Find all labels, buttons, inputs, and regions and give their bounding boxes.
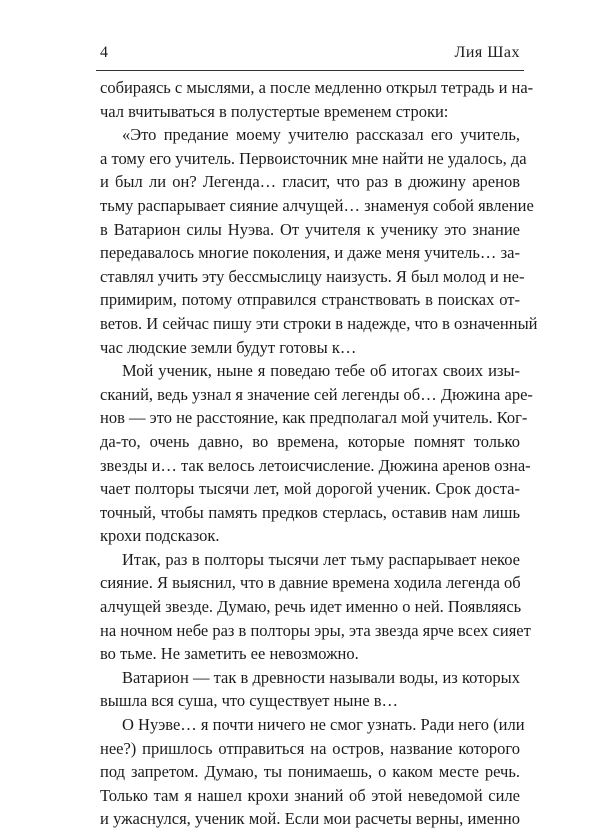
text-line: под запретом. Думаю, ты понимаешь, о каком месте речь. bbox=[100, 762, 520, 782]
text-line: звезды и… так велось летоисчисление. Дюжина аренов озна- bbox=[100, 455, 531, 475]
text-line: нее?) пришлось отправиться на остров, название которого bbox=[100, 738, 520, 758]
text-line: Итак, раз в полторы тысячи лет тьму распарывает некое bbox=[122, 549, 520, 569]
text-line: на ночном небе раз в полторы эры, эта звезда ярче всех сияет bbox=[100, 620, 531, 640]
text-line: да-то, очень давно, во времена, которые помнят только bbox=[100, 431, 520, 451]
text-line: О Нуэве… я почти ничего не смог узнать. Ради него (или bbox=[122, 715, 525, 735]
text-line: собираясь с мыслями, а после медленно открыл тетрадь и на- bbox=[100, 78, 534, 97]
text-line: чает полторы тысячи лет, мой дорогой ученик. Срок доста- bbox=[100, 479, 520, 499]
header-rule bbox=[96, 70, 524, 71]
page-number: 4 bbox=[100, 44, 108, 61]
text-line: во тьме. Не заметить ее невозможно. bbox=[100, 644, 359, 664]
text-line: ставлял учить эту бессмыслицу наизусть. Я был молод и не- bbox=[100, 266, 525, 286]
text-line: нов — это не расстояние, как предполагал мой учитель. Ког- bbox=[100, 408, 528, 428]
text-line: сканий, ведь узнал я значение сей легенды об… Дюжина аре- bbox=[100, 384, 533, 404]
text-line: Ватарион — так в древности называли воды, из которых bbox=[122, 667, 520, 687]
text-line: и был ли он? Легенда… гласит, что раз в дюжину аренов bbox=[100, 172, 520, 192]
text-line: Только там я нашел крохи знаний об этой неведомой силе bbox=[100, 785, 520, 805]
text-line: тьму распарывает сияние алчущей… знаменуя собой явление bbox=[100, 195, 534, 215]
running-header bbox=[100, 44, 520, 68]
text-line: и ужаснулся, ученик мой. Если мои расчеты верны, именно bbox=[100, 809, 520, 829]
text-line: час людские земли будут готовы к… bbox=[100, 337, 357, 357]
text-line: крохи подсказок. bbox=[100, 526, 220, 546]
text-line: в Ватарион силы Нуэва. От учителя к ученику это знание bbox=[100, 219, 520, 239]
text-line: точный, чтобы память предков стерлась, оставив нам лишь bbox=[100, 502, 520, 522]
text-line: Мой ученик, ныне я поведаю тебе об итогах своих изы- bbox=[122, 361, 520, 381]
body-text bbox=[100, 76, 538, 831]
text-line: передавалось многие поколения, и даже меня учитель… за- bbox=[100, 243, 520, 263]
text-line: сияние. Я выяснил, что в давние времена ходила легенда об bbox=[100, 573, 521, 593]
text-line: а тому его учитель. Первоисточник мне найти не удалось, да bbox=[100, 148, 527, 168]
running-head-author: Лия Шах bbox=[454, 44, 520, 61]
text-line: чал вчитываться в полустертые временем строки: bbox=[100, 101, 449, 121]
text-line: алчущей звезде. Думаю, речь идет именно о ней. Появляясь bbox=[100, 597, 522, 617]
text-line: «Это предание моему учителю рассказал его учитель, bbox=[122, 125, 520, 145]
text-line: вышла вся суша, что существует ныне в… bbox=[100, 691, 399, 711]
text-line: примирим, потому отправился странствовать в поисках от- bbox=[100, 290, 520, 310]
text-line: ветов. И сейчас пишу эти строки в надежде, что в означенный bbox=[100, 313, 538, 333]
